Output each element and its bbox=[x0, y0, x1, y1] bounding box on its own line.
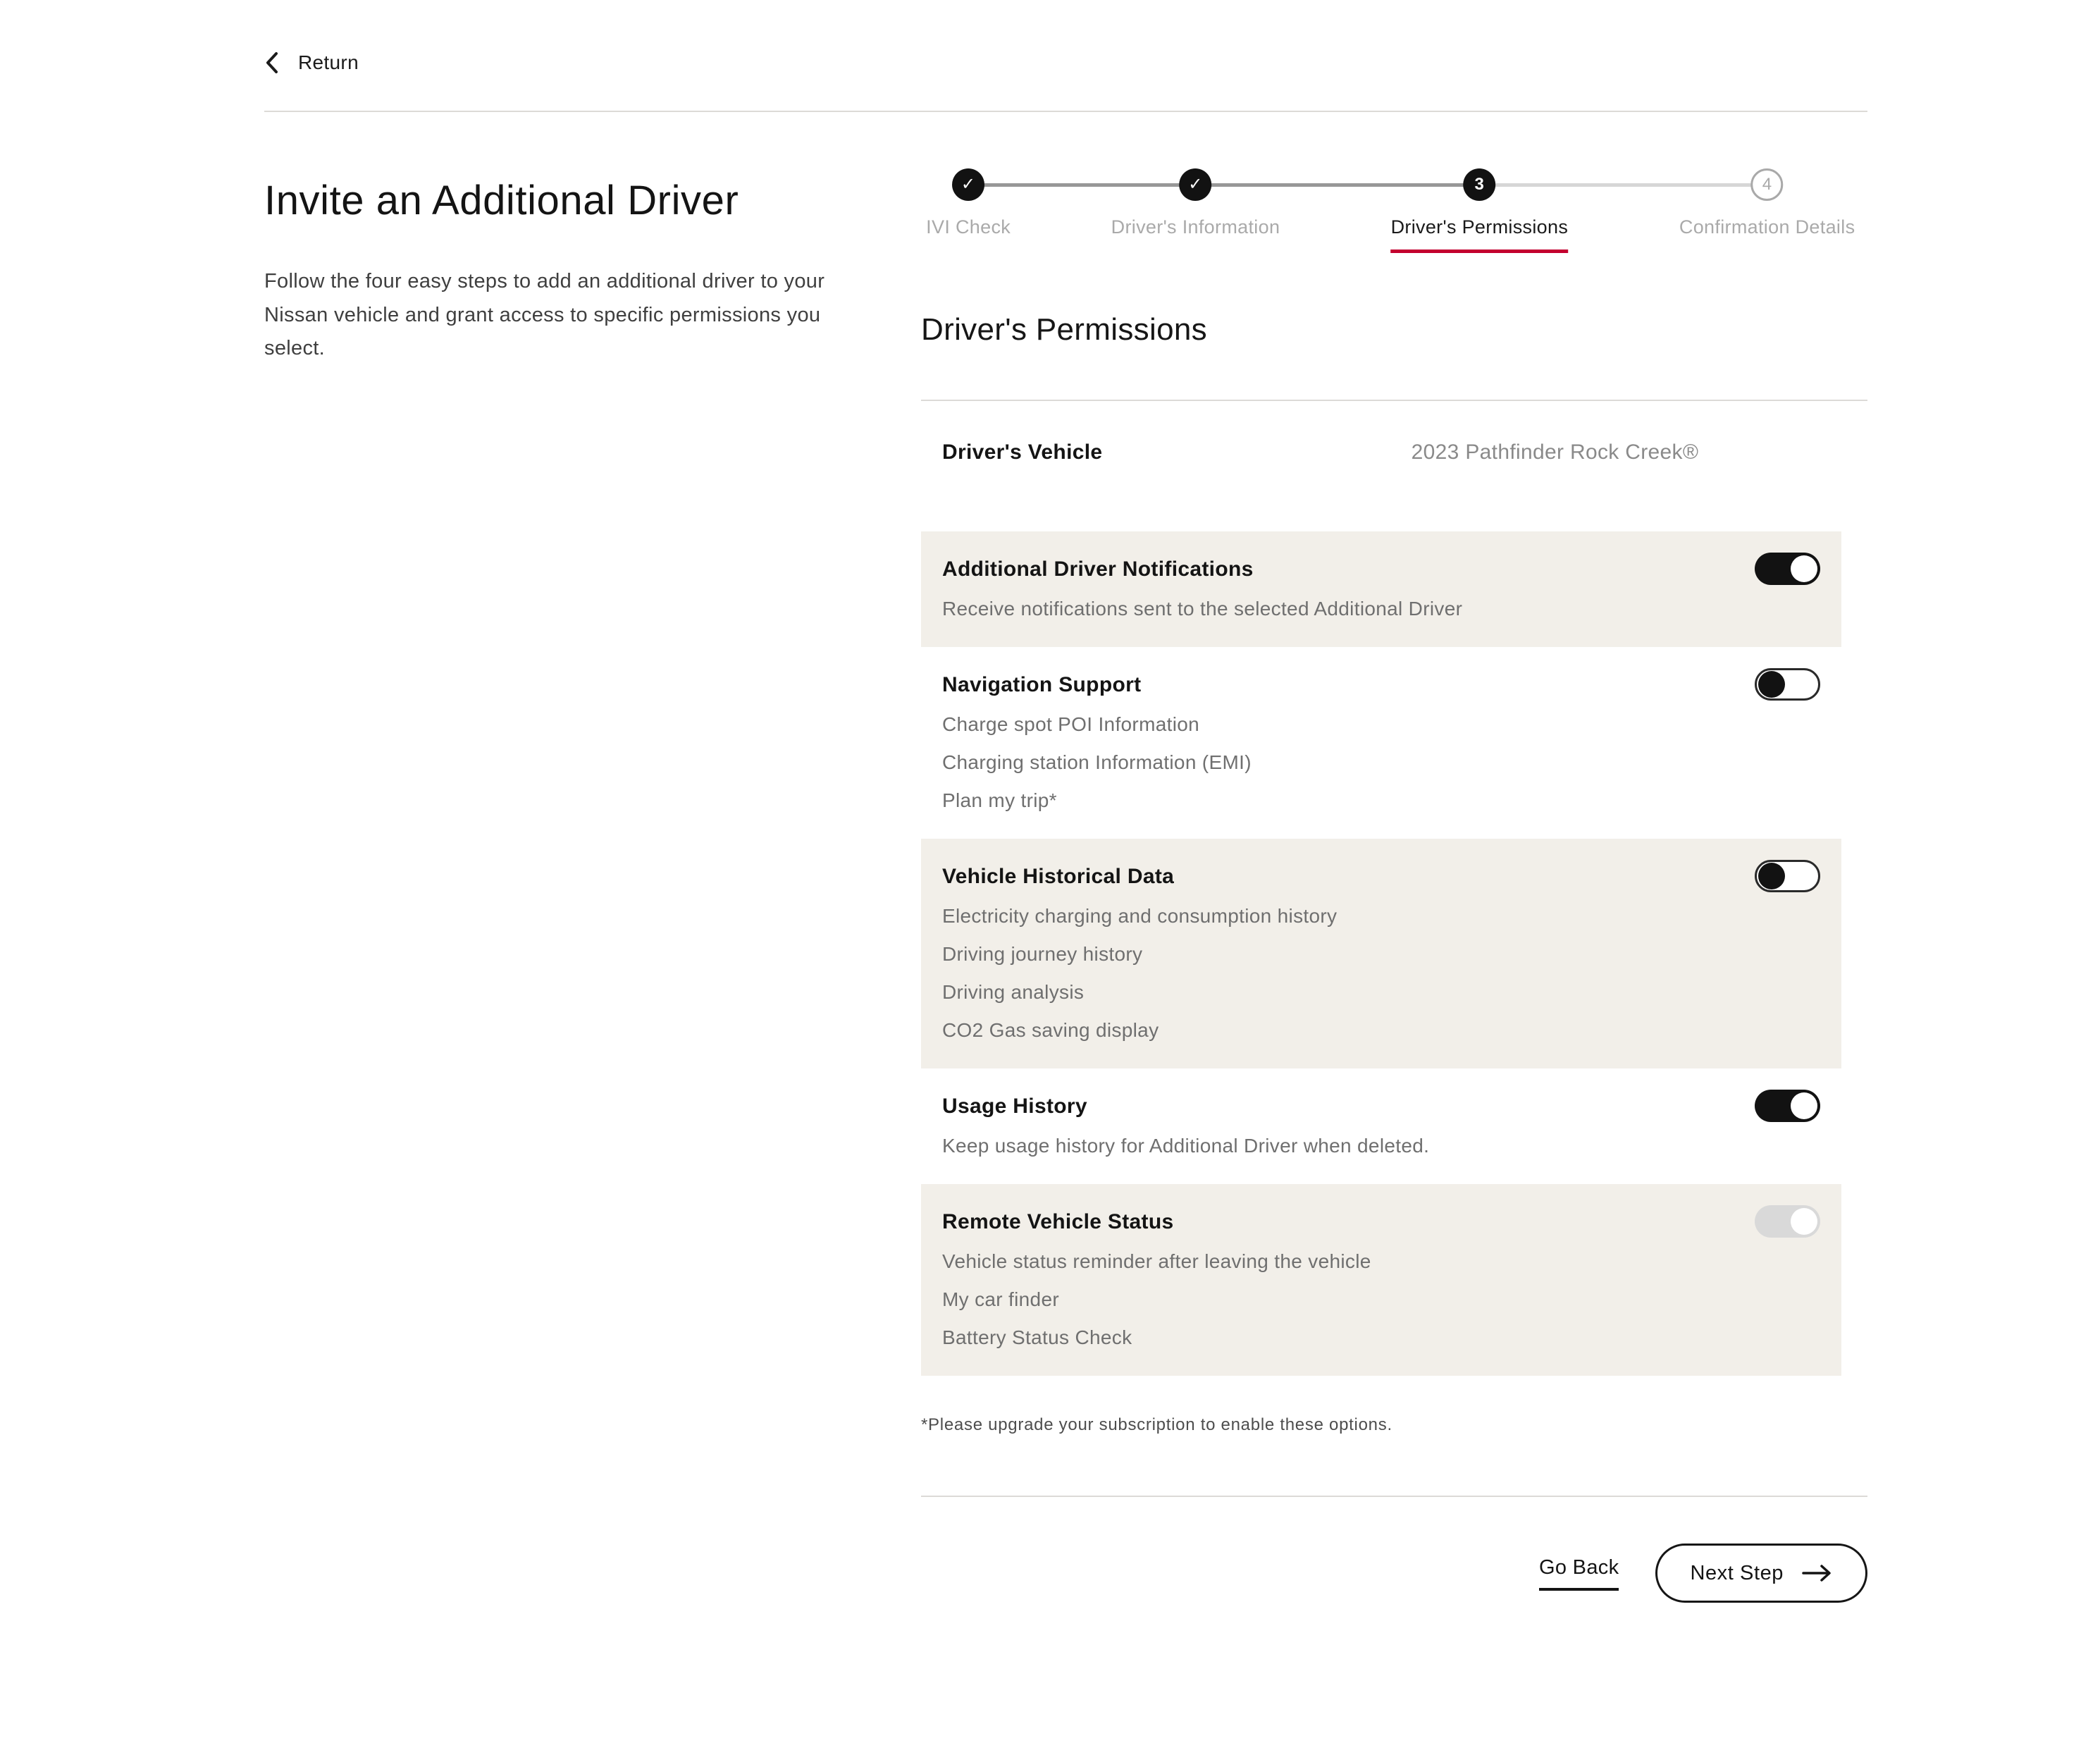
step-label: Driver's Information bbox=[1111, 216, 1280, 238]
step-number: 3 bbox=[1474, 175, 1485, 194]
page-description: Follow the four easy steps to add an additional driver to your Nissan vehicle and grant access to specific permissions you select. bbox=[264, 270, 825, 360]
step-confirmation-details bbox=[1679, 168, 1855, 238]
check-icon: ✓ bbox=[1188, 175, 1203, 194]
step-ivi-check bbox=[926, 168, 1011, 238]
check-icon: ✓ bbox=[961, 175, 976, 194]
section-additional-driver-notifications bbox=[921, 531, 1841, 647]
step-circle bbox=[1179, 168, 1211, 201]
step-label: Confirmation Details bbox=[1679, 216, 1855, 238]
return-link[interactable] bbox=[264, 51, 359, 75]
step-drivers-permissions bbox=[1391, 168, 1569, 253]
chevron-left-icon bbox=[264, 51, 280, 75]
section-remote-vehicle-status bbox=[921, 1184, 1841, 1376]
step-label: Driver's Permissions bbox=[1391, 216, 1569, 253]
historical-data-toggle[interactable] bbox=[1755, 860, 1820, 892]
section-vehicle-historical-data bbox=[921, 839, 1841, 1068]
step-number: 4 bbox=[1762, 175, 1772, 194]
section-description: Keep usage history for Additional Driver when deleted. bbox=[942, 1135, 1430, 1157]
toggle-knob bbox=[1758, 863, 1785, 889]
section-title: Usage History bbox=[942, 1095, 1087, 1118]
footer-actions bbox=[921, 1544, 1867, 1603]
toggle-knob bbox=[1791, 1208, 1817, 1235]
drivers-vehicle-label: Driver's Vehicle bbox=[942, 440, 1103, 464]
next-step-button[interactable] bbox=[1655, 1544, 1867, 1603]
toggle-knob bbox=[1758, 671, 1785, 698]
section-title: Vehicle Historical Data bbox=[942, 865, 1175, 888]
feature-item: My car finder bbox=[942, 1288, 1059, 1310]
section-divider bbox=[921, 400, 1867, 401]
section-title: Navigation Support bbox=[942, 673, 1142, 696]
feature-item: Charging station Information (EMI) bbox=[942, 751, 1252, 773]
toggle-knob bbox=[1791, 1092, 1817, 1119]
arrow-right-icon bbox=[1802, 1563, 1833, 1583]
subscription-footnote: *Please upgrade your subscription to enable these options. bbox=[921, 1415, 1392, 1434]
navigation-support-toggle[interactable] bbox=[1755, 668, 1820, 701]
progress-stepper bbox=[921, 168, 1867, 254]
drivers-vehicle-row bbox=[921, 439, 1867, 466]
step-drivers-information bbox=[1111, 168, 1280, 238]
drivers-vehicle-value: 2023 Pathfinder Rock Creek® bbox=[1411, 440, 1699, 464]
section-title: Additional Driver Notifications bbox=[942, 557, 1254, 581]
feature-item: Driving journey history bbox=[942, 943, 1143, 965]
intro-column bbox=[264, 112, 921, 1603]
toggle-knob bbox=[1791, 555, 1817, 582]
notifications-toggle[interactable] bbox=[1755, 553, 1820, 585]
step-circle bbox=[1463, 168, 1495, 201]
remote-vehicle-status-toggle bbox=[1755, 1205, 1820, 1238]
page-title: Invite an Additional Driver bbox=[264, 178, 739, 223]
return-label: Return bbox=[298, 51, 359, 73]
permissions-heading: Driver's Permissions bbox=[921, 312, 1207, 347]
step-label: IVI Check bbox=[926, 216, 1011, 238]
go-back-link[interactable]: Go Back bbox=[1539, 1556, 1619, 1591]
footer-divider bbox=[921, 1496, 1867, 1497]
feature-item: Plan my trip* bbox=[942, 789, 1057, 811]
step-circle bbox=[1751, 168, 1784, 201]
feature-item: Vehicle status reminder after leaving the vehicle bbox=[942, 1250, 1371, 1272]
feature-item: Electricity charging and consumption history bbox=[942, 905, 1338, 927]
feature-item: Driving analysis bbox=[942, 981, 1085, 1003]
feature-item: CO2 Gas saving display bbox=[942, 1019, 1159, 1041]
feature-item: Battery Status Check bbox=[942, 1326, 1132, 1348]
section-title: Remote Vehicle Status bbox=[942, 1210, 1174, 1233]
step-circle bbox=[952, 168, 984, 201]
section-navigation-support bbox=[921, 647, 1841, 839]
wizard-column bbox=[921, 112, 1867, 1603]
feature-item: Charge spot POI Information bbox=[942, 713, 1200, 735]
section-usage-history bbox=[921, 1068, 1841, 1184]
next-step-label: Next Step bbox=[1690, 1561, 1784, 1584]
usage-history-toggle[interactable] bbox=[1755, 1090, 1820, 1122]
header-bar bbox=[264, 0, 1867, 78]
section-description: Receive notifications sent to the selected Additional Driver bbox=[942, 598, 1463, 620]
